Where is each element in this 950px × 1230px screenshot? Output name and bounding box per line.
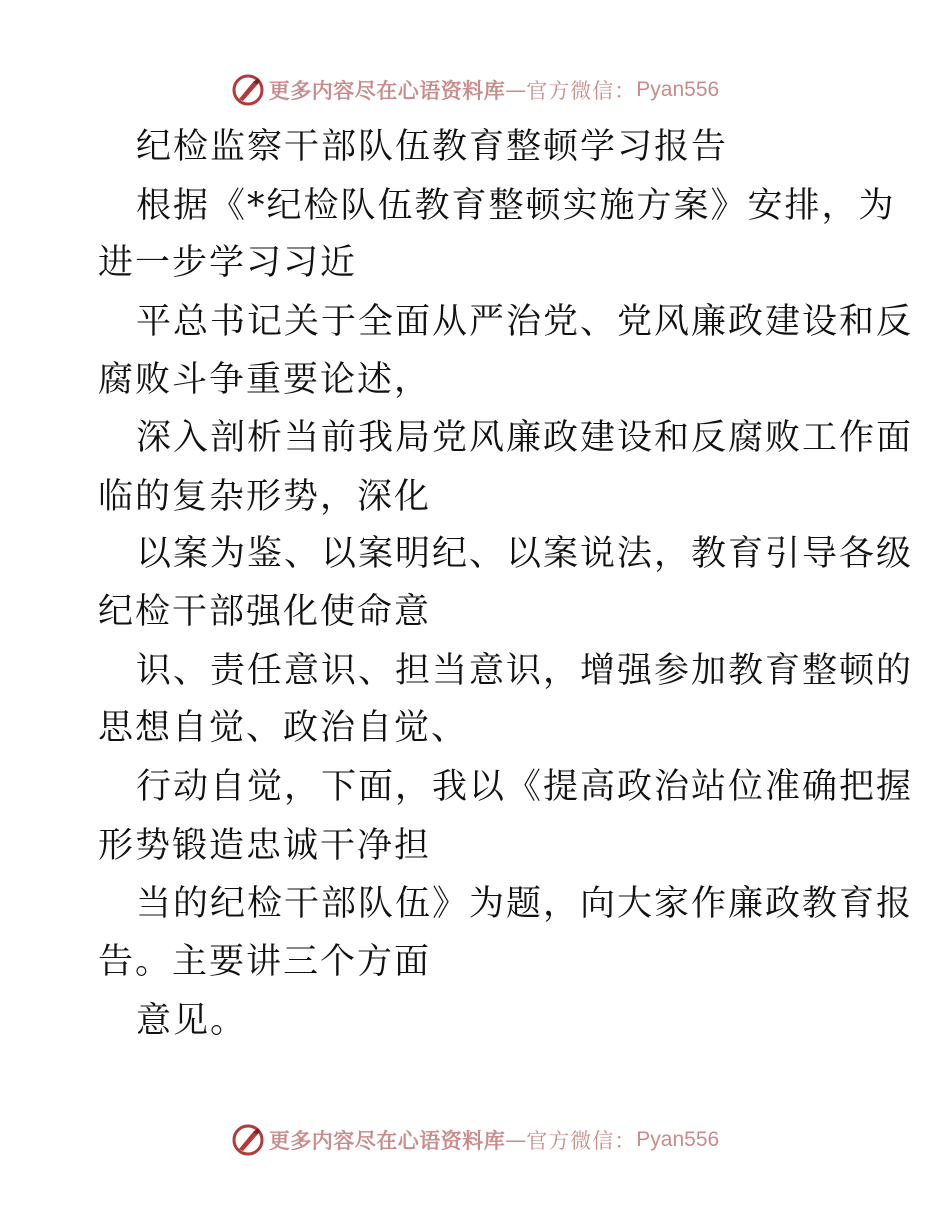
paragraph-line: 纪检干部强化使命意: [98, 592, 432, 632]
banner-brand-text: 更多内容尽在心语资料库: [268, 1128, 506, 1153]
paragraph-line: 腐败斗争重要论述，: [98, 360, 432, 400]
banner-wechat-id: Pyan556: [636, 78, 720, 101]
paragraph-line: 以案为鉴、以案明纪、以案说法，教育引导各级: [136, 534, 914, 574]
banner-dash: —: [505, 1128, 527, 1152]
paragraph-line: 行动自觉，下面，我以《提高政治站位准确把握: [136, 767, 914, 807]
paragraph-line: 深入剖析当前我局党风廉政建设和反腐败工作面: [136, 418, 914, 458]
banner-official-label: 官方微信：: [526, 79, 637, 103]
paragraph-line: 临的复杂形势，深化: [98, 477, 432, 517]
paragraph-line: 进一步学习习近: [98, 243, 358, 283]
quill-logo-icon: [231, 73, 265, 107]
header-banner: [0, 68, 950, 112]
banner-wechat-id: Pyan556: [636, 1128, 720, 1151]
document-title: 纪检监察干部队伍教育整顿学习报告: [136, 127, 729, 167]
paragraph-line: 思想自觉、政治自觉、: [98, 708, 469, 748]
quill-logo-icon: [231, 1123, 265, 1157]
paragraph-line: 形势锻造忠诚干净担: [98, 826, 432, 866]
paragraph-line: 根据《*纪检队伍教育整顿实施方案》安排，为: [136, 186, 896, 226]
banner-dash: —: [505, 78, 527, 102]
banner-official-label: 官方微信：: [526, 1129, 637, 1153]
paragraph-line: 平总书记关于全面从严治党、党风廉政建设和反: [136, 302, 914, 342]
footer-banner: [0, 1118, 950, 1162]
paragraph-line: 识、责任意识、担当意识，增强参加教育整顿的: [136, 651, 914, 691]
banner-brand-text: 更多内容尽在心语资料库: [268, 78, 506, 103]
paragraph-line: 意见。: [136, 1001, 248, 1041]
paragraph-line: 当的纪检干部队伍》为题，向大家作廉政教育报: [136, 884, 914, 924]
paragraph-line: 告。主要讲三个方面: [98, 942, 432, 982]
